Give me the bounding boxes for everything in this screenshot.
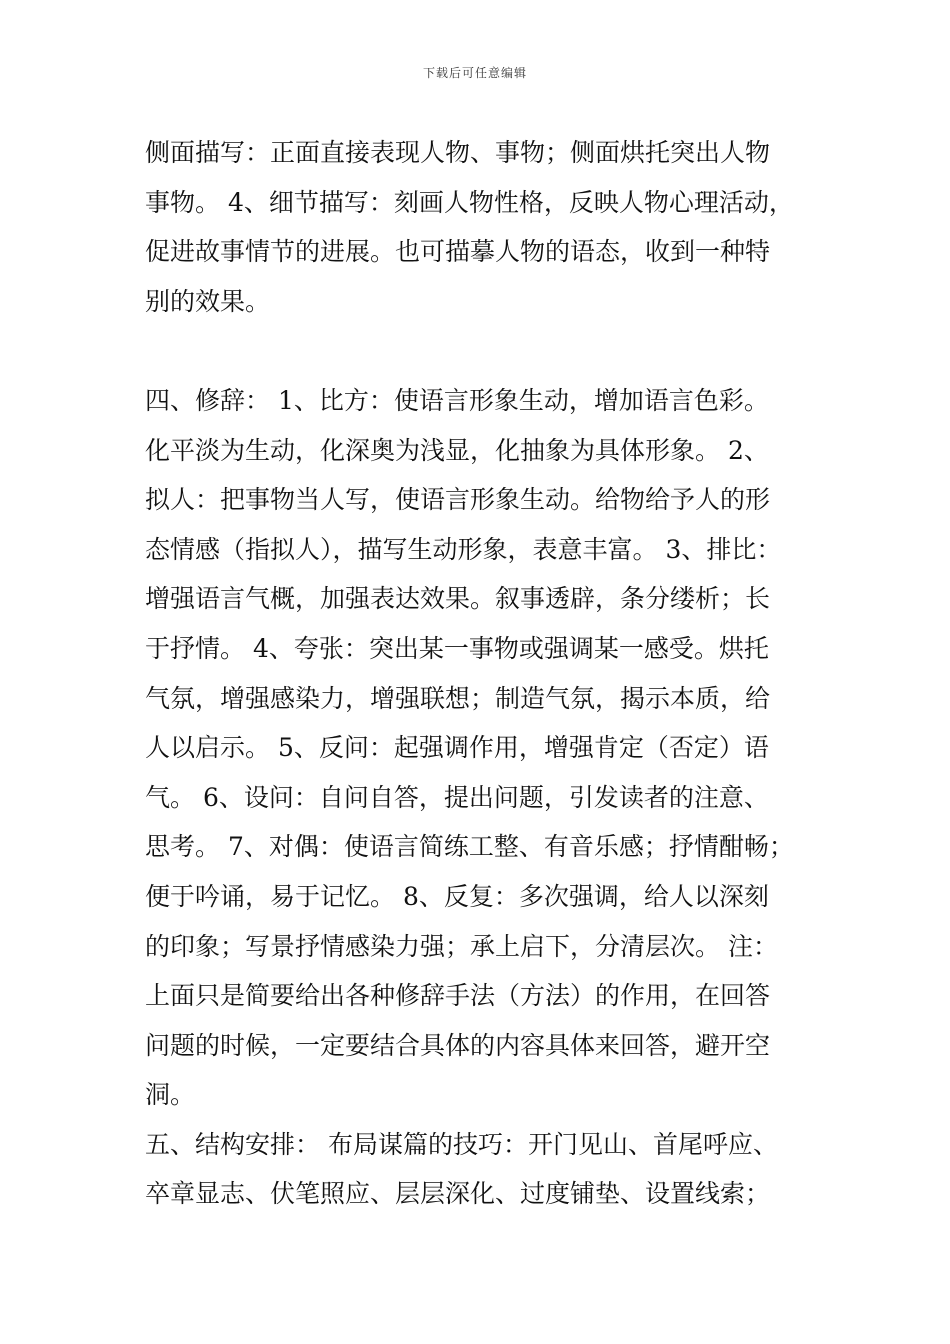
text-line: 便于吟诵，易于记忆。 8、反复：多次强调，给人以深刻 [145,881,769,911]
text-line: 卒章显志、伏笔照应、层层深化、过度铺垫、设置线索； [145,1179,771,1209]
text-line: 促进故事情节的进展。也可描摹人物的语态，收到一种特 [145,237,771,267]
text-line: 侧面描写：正面直接表现人物、事物；侧面烘托突出人物 [145,138,771,167]
document-body [145,128,825,1219]
text-line: 洞。 [145,1080,196,1110]
text-line: 五、结构安排： 布局谋篇的技巧：开门见山、首尾呼应、 [145,1129,778,1159]
text-line: 人以启示。 5、反问：起强调作用，增强肯定（否定）语 [145,733,769,763]
text-line: 事物。 4、细节描写：刻画人物性格，反映人物心理活动， [145,187,794,217]
text-line: 拟人：把事物当人写，使语言形象生动。给物给予人的形 [145,485,771,515]
text-line: 于抒情。 4、夸张：突出某一事物或强调某一感受。烘托 [145,633,769,663]
paragraph-description-techniques [145,128,825,326]
text-line: 问题的时候，一定要结合具体的内容具体来回答，避开空 [145,1030,771,1060]
paragraph-rhetoric-structure [145,376,825,1219]
text-line: 增强语言气概，加强表达效果。叙事透辟，条分缕析；长 [145,584,771,614]
text-line: 上面只是简要给出各种修辞手法（方法）的作用，在回答 [145,981,771,1011]
text-line: 态情感（指拟人），描写生动形象，表意丰富。 3、排比： [145,534,782,564]
text-line: 别的效果。 [145,286,271,316]
text-line: 四、修辞： 1、比方：使语言形象生动，增加语言色彩。 [145,385,769,415]
text-line: 气氛，增强感染力，增强联想；制造气氛，揭示本质，给 [145,683,771,713]
paragraph-gap [145,326,825,376]
text-line: 化平淡为生动，化深奥为浅显，化抽象为具体形象。 2、 [145,435,769,465]
text-line: 气。 6、设问：自问自答，提出问题，引发读者的注意、 [145,782,769,812]
page-header: 下载后可任意编辑 [422,66,527,80]
text-line: 的印象；写景抒情感染力强；承上启下，分清层次。 注： [145,931,778,961]
text-line: 思考。 7、对偶：使语言简练工整、有音乐感；抒情酣畅； [145,832,794,862]
